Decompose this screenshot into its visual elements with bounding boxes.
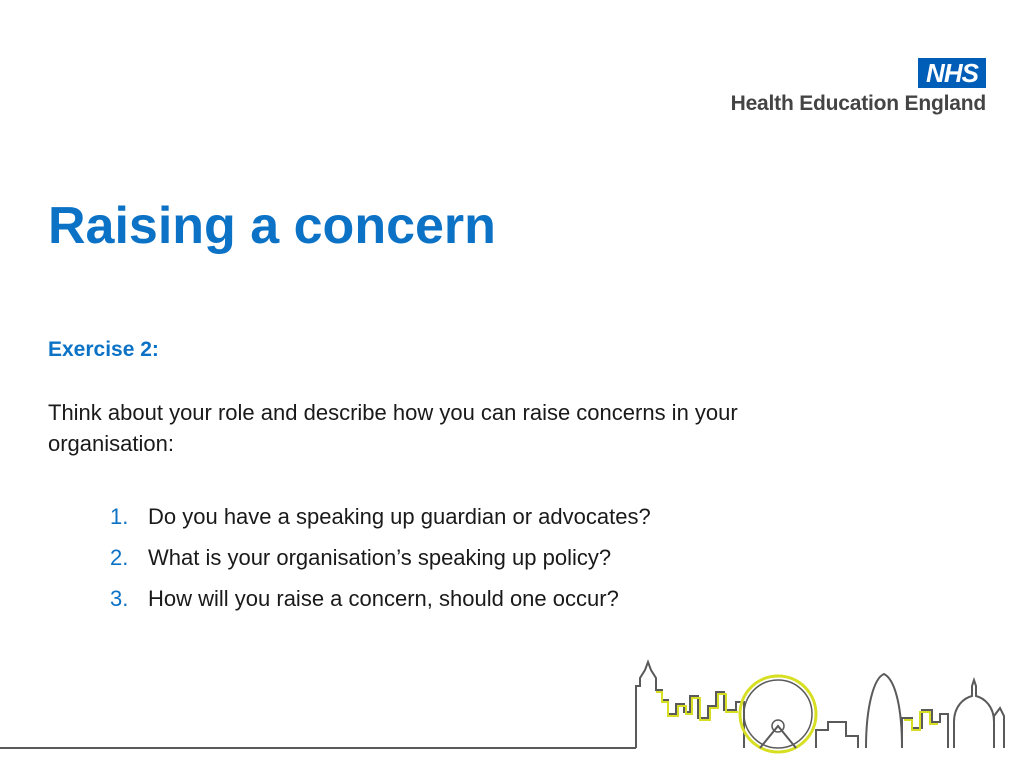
nhs-logo-mark: NHS — [918, 58, 986, 88]
london-eye-wheel — [740, 676, 816, 752]
list-item — [110, 496, 651, 537]
list-text: How will you raise a concern, should one occur? — [148, 585, 619, 611]
list-number: 2. — [110, 544, 129, 570]
list-text: Do you have a speaking up guardian or advocates? — [148, 503, 651, 529]
list-item — [110, 578, 651, 619]
slide-title: Raising a concern — [48, 197, 496, 255]
gherkin-tower — [866, 674, 902, 748]
list-item — [110, 537, 651, 578]
question-list — [110, 496, 651, 619]
skyline-middle-buildings — [816, 722, 858, 748]
skyline-spire — [994, 708, 1004, 748]
london-skyline-icon — [0, 656, 1024, 768]
exercise-label: Exercise 2: — [48, 338, 159, 361]
list-number: 3. — [110, 585, 129, 611]
st-pauls-dome — [954, 680, 994, 748]
skyline-left-buildings — [636, 662, 744, 748]
list-text: What is your organisation’s speaking up policy? — [148, 544, 612, 570]
organisation-name: Health Education England — [730, 92, 986, 115]
london-eye-legs — [760, 726, 796, 748]
intro-text: Think about your role and describe how you can raise concerns in your organisation: — [48, 400, 738, 456]
london-eye-inner — [744, 680, 812, 748]
hee-logo — [696, 58, 986, 124]
skyline-right-buildings — [902, 710, 948, 748]
list-number: 1. — [110, 503, 129, 529]
